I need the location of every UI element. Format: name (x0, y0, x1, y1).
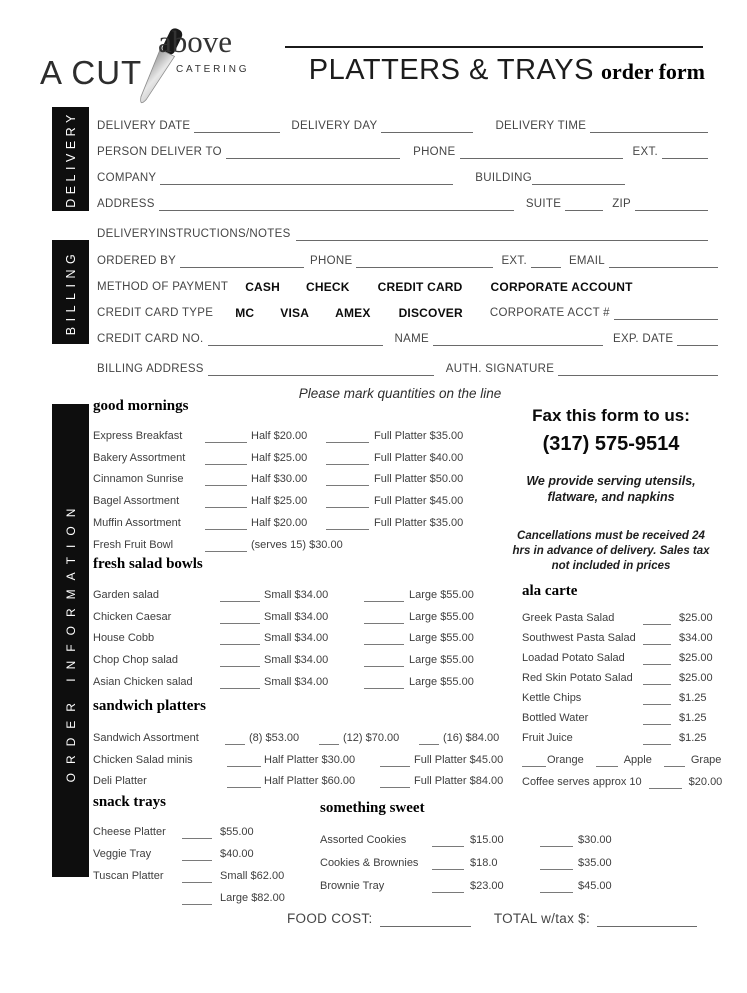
delivery-row-3 (97, 159, 708, 185)
item-price: $25.00 (679, 672, 713, 684)
item-name: Cinnamon Sunrise (93, 474, 184, 486)
qty-line-full[interactable] (380, 755, 410, 767)
item-price-1: $23.00 (470, 880, 504, 892)
qty-line-half[interactable] (205, 431, 247, 443)
item-name: Red Skin Potato Salad (522, 672, 633, 684)
menu-item-row (93, 508, 513, 530)
billing-ext-line[interactable] (531, 254, 561, 268)
menu-item-row (93, 817, 313, 839)
billing-section-bar (52, 240, 89, 344)
qty-line-half[interactable] (227, 755, 261, 767)
brand-name-sub: CATERING (176, 64, 250, 75)
card-name-line[interactable] (433, 332, 603, 346)
item-name: Muffin Assortment (93, 517, 181, 529)
billing-row-5 (97, 346, 718, 376)
item-option-small: Small $34.00 (264, 632, 329, 645)
qty-line-small[interactable] (220, 677, 260, 689)
item-option-small: Small $34.00 (264, 610, 329, 623)
menu-item-row (93, 580, 513, 602)
item-name: Garden salad (93, 589, 160, 601)
delivery-time-line[interactable] (590, 119, 708, 133)
menu-item-row (522, 625, 744, 645)
billing-row-1 (97, 242, 718, 268)
building-label: BUILDING (475, 171, 532, 184)
delivery-time-label: DELIVERY TIME (495, 119, 587, 132)
item-option-half: Half $25.00 (251, 451, 308, 464)
menu-item-row (93, 745, 523, 767)
item-option-8: (8) $53.00 (249, 731, 300, 744)
zip-label: ZIP (612, 197, 631, 210)
fax-heading: Fax this form to us: (532, 406, 690, 425)
billing-phone-line[interactable] (356, 254, 493, 268)
menu-item-row (522, 725, 744, 745)
qty-line[interactable] (643, 693, 671, 705)
quantities-instruction: Please mark quantities on the line (298, 386, 502, 401)
item-option-half: Half $20.00 (251, 516, 308, 529)
menu-item-row (522, 685, 744, 705)
item-option-half: Half $25.00 (251, 495, 308, 508)
item-name: Cheese Platter (93, 827, 166, 838)
order-information-section-label: ORDER INFORMATION (63, 499, 78, 782)
coffee-price: $20.00 (688, 776, 723, 788)
menu-item-row (93, 465, 513, 487)
item-name: Sandwich Assortment (93, 732, 199, 744)
company-label: COMPANY (97, 171, 157, 184)
item-price: $1.25 (679, 712, 707, 724)
delivery-day-line[interactable] (381, 119, 473, 133)
qty-line-8[interactable] (225, 733, 245, 745)
item-option-large: Large $55.00 (409, 654, 474, 667)
billing-row-4 (97, 320, 718, 346)
flavor-orange-label: Orange (547, 754, 584, 766)
billing-address-line[interactable] (208, 362, 434, 376)
qty-line-small[interactable] (220, 633, 260, 645)
item-price: $34.00 (679, 632, 713, 644)
suite-line[interactable] (565, 197, 603, 211)
qty-line-full[interactable] (326, 474, 369, 486)
qty-line-full[interactable] (326, 518, 369, 530)
item-name: House Cobb (93, 633, 155, 645)
item-option-half: Half Platter $30.00 (264, 753, 356, 766)
delivery-fields (97, 107, 708, 241)
utensils-note: We provide serving utensils, flatware, and napkins (526, 474, 696, 504)
qty-line-half[interactable] (205, 474, 247, 486)
qty-line-1[interactable] (432, 835, 464, 847)
delivery-row-4 (97, 185, 708, 211)
item-price-2: $45.00 (578, 880, 612, 892)
item-price: $25.00 (679, 652, 713, 664)
item-option-large: Large $55.00 (409, 588, 474, 601)
payment-option-cash[interactable]: CASH (245, 280, 280, 294)
menu-item-row (522, 665, 744, 685)
ordered-by-label: ORDERED BY (97, 254, 177, 267)
credit-card-type-label: CREDIT CARD TYPE (97, 306, 214, 319)
qty-line-half[interactable] (205, 496, 247, 508)
food-cost-line[interactable] (380, 913, 471, 927)
ala-carte-section (522, 584, 744, 789)
billing-fields (97, 242, 718, 376)
credit-card-no-label: CREDIT CARD NO. (97, 332, 204, 345)
item-name: Assorted Cookies (320, 835, 407, 846)
item-option-16: (16) $84.00 (443, 731, 500, 744)
item-option-full: Full Platter $45.00 (414, 753, 504, 766)
billing-address-label: BILLING ADDRESS (97, 362, 204, 375)
qty-line[interactable] (643, 653, 671, 665)
payment-option-credit-card[interactable]: CREDIT CARD (377, 280, 463, 294)
item-name: Loadad Potato Salad (522, 652, 625, 664)
qty-line-1[interactable] (432, 858, 464, 870)
item-price: $1.25 (679, 732, 707, 744)
corporate-acct-label: CORPORATE ACCT # (489, 306, 610, 319)
delivery-notes-label: DELIVERYINSTRUCTIONS/NOTES (97, 227, 291, 240)
item-name: Deli Platter (93, 776, 147, 788)
menu-item-row (522, 605, 744, 625)
item-option-half: Half $30.00 (251, 473, 308, 486)
delivery-ext-label: EXT. (632, 145, 658, 158)
item-option-large: Large $55.00 (409, 632, 474, 645)
cancellation-note: Cancellations must be received 24 hrs in advance of delivery. Sales tax not included in prices (512, 530, 710, 572)
delivery-phone-line[interactable] (460, 145, 623, 159)
qty-line[interactable] (182, 849, 212, 861)
billing-section-label: BILLING (63, 248, 78, 336)
company-line[interactable] (160, 171, 453, 185)
item-option-small: Small $34.00 (264, 588, 329, 601)
coffee-label: Coffee serves approx 10 (522, 776, 642, 788)
item-name: Chop Chop salad (93, 655, 179, 667)
item-price: $55.00 (220, 826, 254, 838)
qty-line[interactable] (643, 613, 671, 625)
page-title (285, 54, 705, 87)
item-name: Fruit Juice (522, 732, 573, 744)
menu-item-row (320, 824, 640, 847)
item-name: Bakery Assortment (93, 452, 186, 464)
qty-line-orange[interactable] (522, 755, 546, 767)
menu-item-row (93, 667, 513, 689)
qty-line-half[interactable] (227, 776, 261, 788)
card-option-visa[interactable]: VISA (280, 306, 310, 320)
qty-line-half[interactable] (205, 518, 247, 530)
item-name: Bottled Water (522, 712, 589, 724)
page-title-suffix: order form (600, 59, 705, 84)
something-sweet-section (320, 801, 640, 893)
coffee-row (522, 767, 744, 789)
qty-line-large[interactable] (364, 590, 404, 602)
item-price: $1.25 (679, 692, 707, 704)
item-name (93, 904, 182, 905)
total-with-tax-line[interactable] (597, 913, 697, 927)
payment-option-check[interactable]: CHECK (306, 280, 350, 294)
qty-line-large[interactable] (364, 633, 404, 645)
qty-line[interactable] (643, 713, 671, 725)
item-name: Chicken Caesar (93, 611, 172, 623)
menu-item-row (320, 870, 640, 893)
item-option-full: Full Platter $35.00 (374, 516, 464, 529)
item-option-12: (12) $70.00 (343, 731, 400, 744)
billing-row-2 (97, 268, 718, 294)
qty-line-grape[interactable] (664, 755, 685, 767)
menu-item-row (93, 861, 313, 883)
item-name: Kettle Chips (522, 692, 582, 704)
qty-line-apple[interactable] (596, 755, 618, 767)
exp-date-line[interactable] (677, 332, 718, 346)
good-mornings-section (93, 399, 513, 552)
menu-item-row (93, 530, 513, 552)
snack-trays-section (93, 795, 313, 905)
item-name: Tuscan Platter (93, 871, 164, 882)
billing-row-3 (97, 294, 718, 320)
snack-trays-title: snack trays (93, 794, 166, 810)
header-divider-line (285, 46, 703, 48)
item-option-full: Full Platter $40.00 (374, 451, 464, 464)
delivery-row-2 (97, 133, 708, 159)
qty-line-full[interactable] (326, 453, 369, 465)
zip-line[interactable] (635, 197, 708, 211)
fax-number: (317) 575-9514 (542, 433, 680, 455)
item-option-large: Large $55.00 (409, 610, 474, 623)
qty-line-1[interactable] (432, 881, 464, 893)
qty-line-large[interactable] (364, 612, 404, 624)
item-name: Asian Chicken salad (93, 676, 193, 688)
total-with-tax-label: TOTAL w/tax $: (493, 911, 591, 926)
menu-item-row (522, 645, 744, 665)
item-name: Brownie Tray (320, 881, 385, 892)
menu-item-row (93, 486, 513, 508)
item-option-small: Small $62.00 (220, 870, 285, 882)
address-label: ADDRESS (97, 197, 155, 210)
ordered-by-line[interactable] (180, 254, 304, 268)
item-name: Greek Pasta Salad (522, 612, 615, 624)
card-option-amex[interactable]: AMEX (335, 306, 371, 320)
fax-block (505, 406, 717, 456)
item-name: Chicken Salad minis (93, 754, 193, 766)
qty-line-12[interactable] (319, 733, 339, 745)
delivery-phone-label: PHONE (413, 145, 456, 158)
menu-item-row (93, 645, 513, 667)
item-option: (serves 15) $30.00 (251, 538, 343, 551)
item-name: Cookies & Brownies (320, 858, 419, 869)
item-option-full: Full Platter $84.00 (414, 775, 504, 788)
menu-item-row (93, 767, 523, 789)
flavor-grape-label: Grape (690, 754, 722, 766)
item-price: $40.00 (220, 848, 254, 860)
flavor-apple-label: Apple (623, 754, 652, 766)
delivery-date-label: DELIVERY DATE (97, 119, 191, 132)
menu-item-row (522, 705, 744, 725)
item-option-large: Large $82.00 (220, 892, 285, 904)
billing-ext-label: EXT. (501, 254, 527, 267)
page-title-main: PLATTERS & TRAYS (308, 54, 594, 86)
sandwich-platters-title: sandwich platters (93, 698, 206, 714)
item-option-large: Large $55.00 (409, 675, 474, 688)
delivery-row-1 (97, 107, 708, 133)
auth-signature-line[interactable] (558, 362, 718, 376)
item-option-small: Small $34.00 (264, 675, 329, 688)
email-line[interactable] (609, 254, 718, 268)
item-price-2: $35.00 (578, 857, 612, 869)
something-sweet-title: something sweet (320, 800, 425, 816)
suite-label: SUITE (525, 197, 562, 210)
menu-item-row (93, 602, 513, 624)
delivery-day-label: DELIVERY DAY (291, 119, 378, 132)
item-option-small: Small $34.00 (264, 654, 329, 667)
fresh-salad-bowls-title: fresh salad bowls (93, 556, 203, 572)
billing-phone-label: PHONE (310, 254, 353, 267)
qty-line-2[interactable] (540, 835, 573, 847)
address-line[interactable] (159, 197, 514, 211)
qty-line-half[interactable] (205, 453, 247, 465)
fresh-salad-bowls-section (93, 557, 513, 689)
item-name: Bagel Assortment (93, 496, 180, 508)
item-price-2: $30.00 (578, 834, 612, 846)
qty-line-full[interactable] (380, 776, 410, 788)
email-label: EMAIL (568, 254, 605, 267)
qty-line[interactable] (205, 540, 247, 552)
ala-carte-title: ala carte (522, 583, 578, 599)
food-cost-label: FOOD COST: (287, 911, 373, 926)
menu-item-row (93, 421, 513, 443)
menu-item-row (93, 839, 313, 861)
menu-item-row (93, 624, 513, 646)
item-price-1: $18.0 (470, 857, 498, 869)
qty-line-large[interactable] (364, 677, 404, 689)
card-name-label: NAME (394, 332, 429, 345)
qty-line-small[interactable] (220, 590, 260, 602)
person-deliver-to-line[interactable] (226, 145, 400, 159)
delivery-ext-line[interactable] (662, 145, 708, 159)
qty-line-small[interactable] (182, 871, 212, 883)
item-option-full: Full Platter $50.00 (374, 473, 464, 486)
method-of-payment-label: METHOD OF PAYMENT (97, 280, 229, 293)
qty-line-small[interactable] (220, 612, 260, 624)
delivery-section-label: DELIVERY (63, 110, 78, 208)
qty-line[interactable] (649, 777, 682, 789)
credit-card-no-line[interactable] (208, 332, 383, 346)
qty-line-small[interactable] (220, 655, 260, 667)
exp-date-label: EXP. DATE (612, 332, 674, 345)
qty-line-2[interactable] (540, 858, 573, 870)
card-option-discover[interactable]: DISCOVER (398, 306, 463, 320)
item-option-full: Full Platter $35.00 (374, 429, 464, 442)
menu-item-row (93, 883, 313, 905)
sandwich-platters-section (93, 699, 523, 788)
building-line[interactable] (532, 171, 625, 185)
corporate-acct-line[interactable] (614, 306, 718, 320)
menu-item-row (93, 723, 523, 745)
payment-option-corporate-account[interactable]: CORPORATE ACCOUNT (490, 280, 633, 294)
item-name: Fresh Fruit Bowl (93, 539, 174, 551)
qty-line-full[interactable] (326, 431, 369, 443)
qty-line[interactable] (643, 673, 671, 685)
qty-line[interactable] (643, 633, 671, 645)
item-name: Veggie Tray (93, 849, 152, 860)
qty-line[interactable] (643, 733, 671, 745)
totals-row (287, 912, 697, 927)
qty-line[interactable] (182, 827, 212, 839)
item-option-half: Half $20.00 (251, 429, 308, 442)
qty-line-16[interactable] (419, 733, 439, 745)
delivery-section-bar (52, 107, 89, 211)
item-option-half: Half Platter $60.00 (264, 775, 356, 788)
item-price: $25.00 (679, 612, 713, 624)
item-price-1: $15.00 (470, 834, 504, 846)
brand-logo (40, 22, 280, 110)
delivery-notes-line[interactable] (296, 227, 708, 241)
auth-signature-label: AUTH. SIGNATURE (445, 362, 555, 375)
menu-item-row (93, 443, 513, 465)
juice-flavor-row (522, 745, 744, 767)
delivery-date-line[interactable] (194, 119, 280, 133)
item-option-full: Full Platter $45.00 (374, 495, 464, 508)
good-mornings-title: good mornings (93, 398, 189, 414)
qty-line-full[interactable] (326, 496, 369, 508)
qty-line-large[interactable] (364, 655, 404, 667)
brand-name-mid: above (158, 24, 233, 59)
item-name: Express Breakfast (93, 430, 183, 442)
menu-item-row (320, 847, 640, 870)
delivery-row-5 (97, 211, 708, 241)
item-name: Southwest Pasta Salad (522, 632, 636, 644)
qty-line-large[interactable] (182, 893, 212, 905)
qty-line-2[interactable] (540, 881, 573, 893)
order-information-section-bar (52, 404, 89, 877)
card-option-mc[interactable]: MC (235, 306, 255, 320)
person-deliver-to-label: PERSON DELIVER TO (97, 145, 222, 158)
brand-name-top: A CUT (40, 54, 143, 91)
